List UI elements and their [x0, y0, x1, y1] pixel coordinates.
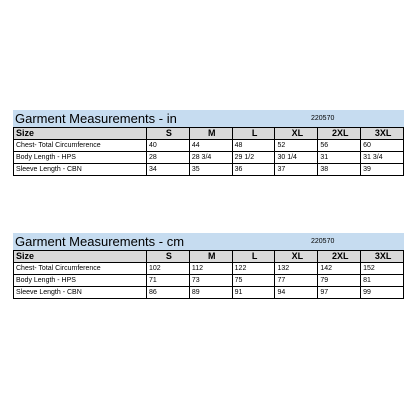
- table-cell: 112: [189, 263, 232, 275]
- header-cell: 2XL: [318, 251, 361, 263]
- table-row: [14, 275, 404, 287]
- measurement-table: [13, 250, 404, 299]
- table-cell: 28 3/4: [189, 152, 232, 164]
- table-cell: 94: [275, 287, 318, 299]
- table-cell: 81: [361, 275, 404, 287]
- table-inches: [13, 110, 404, 176]
- table-cell: 48: [232, 140, 275, 152]
- table-cell: 35: [189, 164, 232, 176]
- table-cell: 31 3/4: [361, 152, 404, 164]
- header-cell: S: [147, 251, 190, 263]
- table-cell: 97: [318, 287, 361, 299]
- header-cell: XL: [275, 251, 318, 263]
- table-cell: 73: [189, 275, 232, 287]
- row-label: Body Length - HPS: [14, 152, 147, 164]
- table-row: [14, 263, 404, 275]
- table-cell: 99: [361, 287, 404, 299]
- header-cell: L: [232, 128, 275, 140]
- table-cell: 39: [361, 164, 404, 176]
- header-cell: S: [147, 128, 190, 140]
- header-cell: Size: [14, 251, 147, 263]
- table-title-bar: [13, 110, 404, 127]
- table-header-row: [14, 128, 404, 140]
- table-cell: 102: [147, 263, 190, 275]
- table-cell: 37: [275, 164, 318, 176]
- header-cell: 2XL: [318, 128, 361, 140]
- table-cell: 77: [275, 275, 318, 287]
- header-cell: M: [189, 128, 232, 140]
- header-cell: Size: [14, 128, 147, 140]
- table-centimeters: [13, 233, 404, 299]
- table-header-row: [14, 251, 404, 263]
- table-title-bar: [13, 233, 404, 250]
- table-row: [14, 287, 404, 299]
- style-code: 220570: [311, 115, 335, 122]
- row-label: Chest- Total Circumference: [14, 263, 147, 275]
- table-cell: 28: [147, 152, 190, 164]
- header-cell: L: [232, 251, 275, 263]
- table-cell: 31: [318, 152, 361, 164]
- table-cell: 122: [232, 263, 275, 275]
- row-label: Chest- Total Circumference: [14, 140, 147, 152]
- table-cell: 40: [147, 140, 190, 152]
- table-cell: 89: [189, 287, 232, 299]
- table-cell: 44: [189, 140, 232, 152]
- header-cell: XL: [275, 128, 318, 140]
- table-cell: 75: [232, 275, 275, 287]
- table-row: [14, 152, 404, 164]
- header-cell: M: [189, 251, 232, 263]
- table-title: Garment Measurements - in: [15, 111, 177, 126]
- row-label: Sleeve Length - CBN: [14, 287, 147, 299]
- table-cell: 132: [275, 263, 318, 275]
- row-label: Sleeve Length - CBN: [14, 164, 147, 176]
- table-cell: 38: [318, 164, 361, 176]
- table-cell: 71: [147, 275, 190, 287]
- style-code: 220570: [311, 238, 335, 245]
- table-title: Garment Measurements - cm: [15, 234, 185, 249]
- table-cell: 36: [232, 164, 275, 176]
- table-row: [14, 140, 404, 152]
- table-cell: 52: [275, 140, 318, 152]
- table-row: [14, 164, 404, 176]
- header-cell: 3XL: [361, 128, 404, 140]
- measurement-table: [13, 127, 404, 176]
- table-cell: 142: [318, 263, 361, 275]
- row-label: Body Length - HPS: [14, 275, 147, 287]
- table-cell: 56: [318, 140, 361, 152]
- table-cell: 30 1/4: [275, 152, 318, 164]
- header-cell: 3XL: [361, 251, 404, 263]
- table-cell: 79: [318, 275, 361, 287]
- table-cell: 152: [361, 263, 404, 275]
- table-cell: 60: [361, 140, 404, 152]
- table-cell: 91: [232, 287, 275, 299]
- table-cell: 34: [147, 164, 190, 176]
- table-cell: 86: [147, 287, 190, 299]
- table-cell: 29 1/2: [232, 152, 275, 164]
